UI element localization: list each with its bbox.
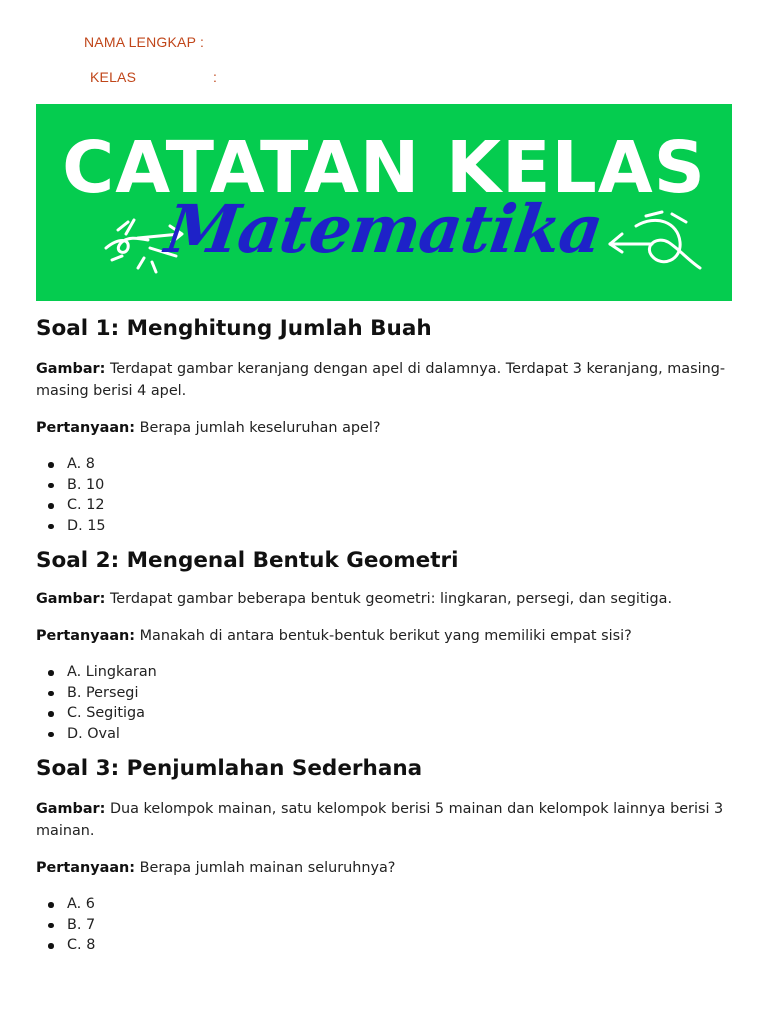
answer-options xyxy=(36,454,726,536)
pertanyaan-label: Pertanyaan: xyxy=(36,860,136,876)
gambar-description xyxy=(36,798,726,842)
banner-subtitle: Matematika xyxy=(161,190,607,268)
answer-option: C. 12 xyxy=(36,495,726,516)
pertanyaan-text: Manakah di antara bentuk-bentuk berikut yang memiliki empat sisi? xyxy=(135,628,632,644)
answer-options xyxy=(36,894,726,956)
pertanyaan xyxy=(36,857,726,879)
answer-option: A. 6 xyxy=(36,894,726,915)
answer-option: B. 7 xyxy=(36,915,726,936)
answer-option: A. 8 xyxy=(36,454,726,475)
pertanyaan-text: Berapa jumlah keseluruhan apel? xyxy=(135,420,381,436)
questions-content xyxy=(36,312,726,956)
question-1 xyxy=(36,314,726,536)
answer-option: A. Lingkaran xyxy=(36,662,726,683)
nama-lengkap-label: NAMA LENGKAP : xyxy=(84,34,205,50)
answer-options xyxy=(36,662,726,744)
pertanyaan-label: Pertanyaan: xyxy=(36,628,136,644)
banner-title: CATATAN KELAS xyxy=(62,126,706,209)
gambar-label: Gambar: xyxy=(36,361,106,377)
question-title: Soal 3: Penjumlahan Sederhana xyxy=(36,756,423,781)
gambar-description xyxy=(36,358,726,402)
kelas-field xyxy=(90,69,218,85)
pertanyaan xyxy=(36,625,726,647)
answer-option: B. 10 xyxy=(36,475,726,496)
gambar-description xyxy=(36,588,726,610)
pertanyaan-text: Berapa jumlah mainan seluruhnya? xyxy=(135,860,396,876)
banner xyxy=(36,104,732,301)
kelas-colon: : xyxy=(213,69,218,85)
gambar-text: Terdapat gambar beberapa bentuk geometri: lingkaran, persegi, dan segitiga. xyxy=(105,591,673,607)
question-2 xyxy=(36,546,726,744)
question-3 xyxy=(36,754,726,956)
gambar-label: Gambar: xyxy=(36,591,106,607)
question-title: Soal 2: Mengenal Bentuk Geometri xyxy=(36,548,459,573)
pertanyaan xyxy=(36,417,726,439)
answer-option: B. Persegi xyxy=(36,683,726,704)
gambar-text: Dua kelompok mainan, satu kelompok berisi 5 mainan dan kelompok lainnya berisi 3 mainan. xyxy=(36,801,724,839)
kelas-label: KELAS xyxy=(90,69,137,85)
answer-option: D. 15 xyxy=(36,516,726,537)
answer-option: C. Segitiga xyxy=(36,703,726,724)
answer-option: C. 8 xyxy=(36,935,726,956)
gambar-text: Terdapat gambar keranjang dengan apel di dalamnya. Terdapat 3 keranjang, masing-masing berisi 4 apel. xyxy=(36,361,726,399)
pertanyaan-label: Pertanyaan: xyxy=(36,420,136,436)
question-title: Soal 1: Menghitung Jumlah Buah xyxy=(36,316,432,341)
gambar-label: Gambar: xyxy=(36,801,106,817)
answer-option: D. Oval xyxy=(36,724,726,745)
